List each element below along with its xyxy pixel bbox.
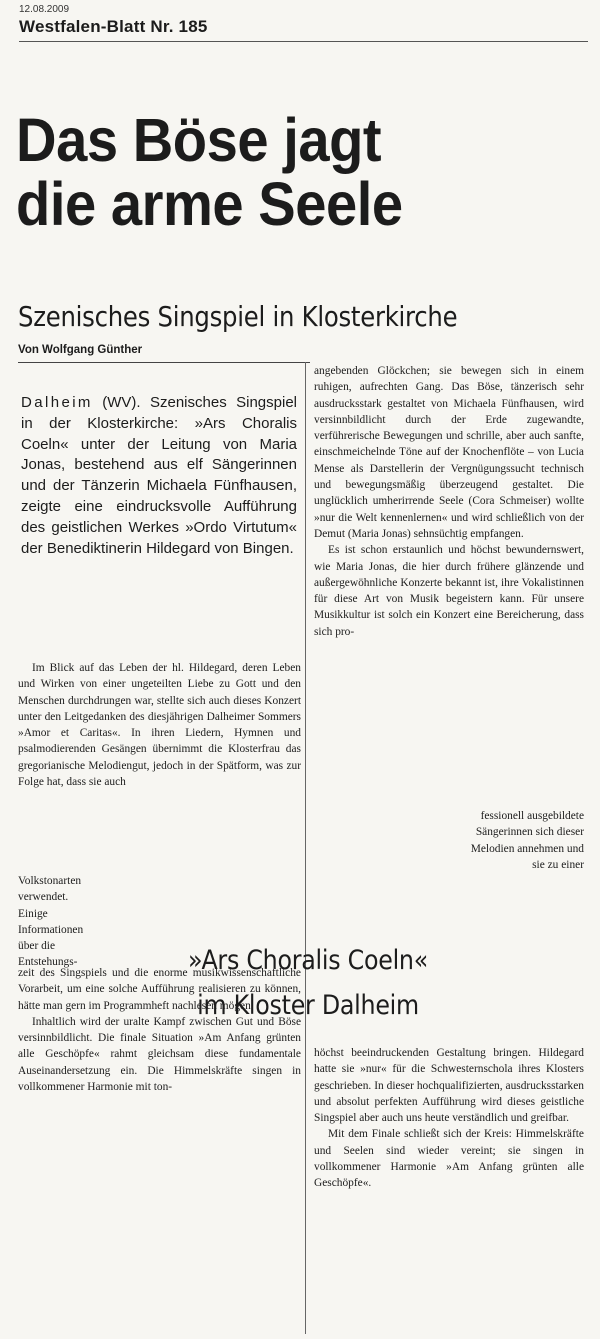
subheadline: Szenisches Singspiel in Klosterkirche	[18, 300, 458, 333]
right-column-part-1	[314, 363, 584, 640]
left-column-narrow	[18, 873, 100, 971]
left-column-part-2	[18, 965, 301, 1095]
lead-text: (WV). Szenisches Singspiel in der Klosterkirche: »Ars Choralis Coeln« unter der Leitung von Maria Jonas, bestehend aus elf Sängerinnen und der Tänzerin Michaela Fünfhausen, zeigte eine eindrucksvolle Aufführung des geistlichen Werkes »Ordo Virtutum« der Benediktinerin Hildegard von Bingen.	[21, 394, 297, 557]
paragraph: höchst beeindruckenden Gestaltung bringen. Hildegard hatte sie »nur« für die Schwesternschola ihres Klosters geschrieben. In dieser hochqualifizierten, ausdrucksstarken und absolut perfekten Aufführung wird dieses geistliche Singspiel aber auch uns heute verständlich und greifbar.	[314, 1047, 584, 1125]
paragraph: Volkstonarten verwendet. Einige Informationen über die Entstehungs-	[18, 875, 84, 969]
headline-line-1: Das Böse jagt	[16, 106, 382, 174]
paragraph: fessionell ausgebildete Sängerinnen sich dieser Melodien annehmen und sie zu einer	[470, 810, 584, 871]
paragraph: zeit des Singspiels und die enorme musikwissenschaftliche Vorarbeit, um eine solche Aufführung realisieren zu können, hätte man gern im Programmheft nachlesen mögen.	[18, 967, 301, 1012]
paragraph: Es ist schon erstaunlich und höchst bewundernswert, wie Maria Jonas, die hier durch frühere glänzende und außergewöhnliche Konzerte bekannt ist, ihre Vokalistinnen für diese Art von Musik begeistern kann. Für unsere Musikkultur ist solch ein Konzert eine Bereicherung, dass sich pro-	[314, 544, 584, 638]
newspaper-name: Westfalen-Blatt Nr. 185	[19, 17, 208, 36]
column-divider	[305, 362, 306, 1334]
left-column-part-1	[18, 660, 301, 790]
headline	[16, 108, 403, 236]
right-column-narrow	[456, 808, 584, 873]
byline-rule	[18, 362, 310, 363]
paragraph: Inhaltlich wird der uralte Kampf zwischen Gut und Böse versinnbildlicht. Die finale Situation »Am Anfang grünten alle Geschöpfe« rahmt gleichsam diese fundamentale Auseinandersetzung ein. Die Himmelskräfte singen in vollkommener Harmonie mit ton-	[18, 1015, 301, 1094]
pull-quote-line-1: »Ars Choralis Coeln«	[188, 945, 428, 976]
byline: Von Wolfgang Günther	[18, 344, 143, 356]
paragraph: Mit dem Finale schließt sich der Kreis: Himmelskräfte und Seelen sind wieder vereint; sie singen in vollkommener Harmonie »Am Anfang grünten alle Geschöpfe«.	[314, 1128, 584, 1190]
paragraph: angebenden Glöckchen; sie bewegen sich in einem ruhigen, aufrechten Gang. Das Böse, tänzerisch sehr ausdrucksstark gestaltet von Michaela Fünfhausen, wird versinnbildlicht durch der Erde zugewandte, verführerische Bewegungen und schrille, aber auch sanfte, einschmeichelnde Töne auf der Knochenflöte – von Lucia Mense als Darstellerin der Vergnügungssucht technisch und bewegungsmäßig überzeugend gestaltet. Die unglücklich umherirrende Seele (Cora Schmeiser) wollte »nur die Welt kennenlernen« und wird schließlich von der Demut (Maria Jonas) sehnsüchtig empfangen.	[314, 365, 584, 540]
date-stamp: 12.08.2009	[19, 4, 70, 15]
dateline: Dalheim	[21, 394, 93, 411]
headline-line-2: die arme Seele	[16, 170, 403, 238]
lead-paragraph	[21, 393, 297, 559]
pull-quote-line-2: im Kloster Dalheim	[197, 990, 419, 1021]
right-column-part-2	[314, 1045, 584, 1192]
header-rule	[19, 41, 588, 42]
paragraph: Im Blick auf das Leben der hl. Hildegard, deren Leben und Wirken von einer ungeteilten Liebe zu Gott und den Menschen durchdrungen war, stellte sich auch dieses Konzert unter den Leitgedanken des diesjährigen Dalheimer Sommers »Amor et Caritas«. In ihren Liedern, Hymnen und psalmodierenden Gesängen übernimmt die Klosterfrau das gregorianische Melodiengut, jedoch in der Spätform, was zur Folge hat, dass sie auch	[18, 662, 301, 789]
